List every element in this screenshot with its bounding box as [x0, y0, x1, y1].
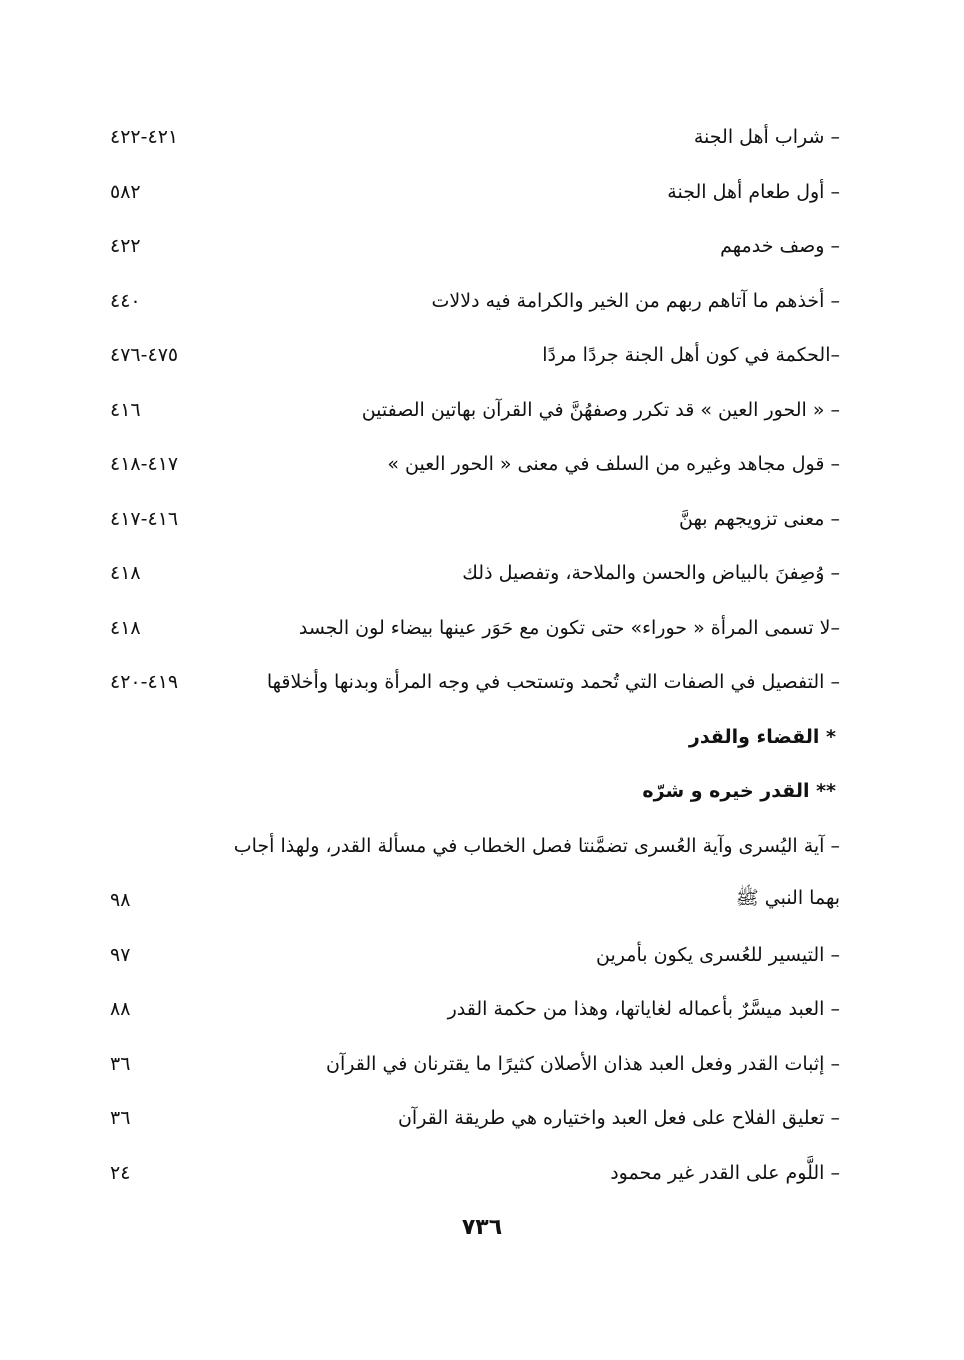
entry-pages: ٤١٧-٤١٨ [110, 453, 179, 476]
heading-text: ** القدر خيره و شرّه [642, 780, 836, 803]
index-list [110, 110, 840, 1200]
entry-pages: ٤١٦ [110, 398, 141, 421]
entry-pages: ٩٧ [110, 943, 131, 966]
index-entry [110, 328, 840, 383]
entry-pages: ٤١٦-٤١٧ [110, 507, 179, 530]
index-entry [110, 1091, 840, 1146]
index-entry [110, 655, 840, 710]
entry-pages: ٤٤٠ [110, 289, 141, 312]
index-entry [110, 165, 840, 220]
entry-text: – تعليق الفلاح على فعل العبد واختياره هي طريقة القرآن [397, 1107, 840, 1130]
entry-text: – قول مجاهد وغيره من السلف في معنى « الحور العين » [387, 453, 840, 476]
entry-text: – التيسير للعُسرى يكون بأمرين [596, 943, 840, 966]
entry-pages: ٤١٨ [110, 562, 141, 585]
index-entry [110, 274, 840, 329]
entry-text: – أول طعام أهل الجنة [667, 180, 840, 203]
entry-pages: ٣٦ [110, 1107, 131, 1130]
entry-text: – آية اليُسرى وآية العُسرى تضمَّنتا فصل الخطاب في مسألة القدر، ولهذا أجاب [233, 834, 840, 857]
index-entry [110, 383, 840, 438]
index-entry [110, 219, 840, 274]
entry-text: – « الحور العين » قد تكرر وصفهُنَّ في القرآن بهاتين الصفتين [361, 398, 840, 421]
index-entry [110, 546, 840, 601]
index-entry-continuation [110, 873, 840, 928]
entry-pages: ٩٨ [110, 889, 131, 912]
index-entry [110, 437, 840, 492]
entry-pages: ٤١٩-٤٢٠ [110, 671, 179, 694]
entry-text: – شراب أهل الجنة [693, 126, 840, 149]
index-entry [110, 110, 840, 165]
entry-text: – التفصيل في الصفات التي تُحمد وتستحب في وجه المرأة وبدنها وأخلاقها [266, 671, 840, 694]
entry-pages: ٤٢٢ [110, 235, 141, 258]
index-entry [110, 492, 840, 547]
entry-text: – أخذهم ما آتاهم ربهم من الخير والكرامة فيه دلالات [431, 289, 840, 312]
entry-text: –الحكمة في كون أهل الجنة جردًا مردًا [542, 344, 840, 367]
entry-pages: ٤٢١-٤٢٢ [110, 126, 179, 149]
entry-pages: ٥٨٢ [110, 180, 141, 203]
entry-text: بهما النبي ﷺ [735, 887, 840, 910]
heading-text: * القضاء والقدر [688, 725, 836, 748]
section-heading [110, 710, 840, 765]
index-entry [110, 601, 840, 656]
entry-pages: ٣٦ [110, 1052, 131, 1075]
index-entry [110, 1037, 840, 1092]
index-entry [110, 982, 840, 1037]
entry-pages: ٤١٨ [110, 616, 141, 639]
entry-pages: ٢٤ [110, 1161, 131, 1184]
entry-text: – إثبات القدر وفعل العبد هذان الأصلان كثيرًا ما يقترنان في القرآن [326, 1052, 840, 1075]
entry-pages: ٨٨ [110, 998, 131, 1021]
entry-pages: ٤٧٥-٤٧٦ [110, 344, 179, 367]
entry-text: –لا تسمى المرأة « حوراء» حتى تكون مع حَوَر عينها بيضاء لون الجسد [298, 616, 840, 639]
entry-text: – وصف خدمهم [720, 235, 840, 258]
entry-text: – وُصِفنَ بالبياض والحسن والملاحة، وتفصيل ذلك [462, 562, 840, 585]
index-entry [110, 1146, 840, 1201]
entry-text: – معنى تزويجهم بهنَّ [679, 507, 840, 530]
index-entry [110, 928, 840, 983]
subsection-heading [110, 764, 840, 819]
entry-text: – العبد ميسَّرٌ بأعماله لغاياتها، وهذا من حكمة القدر [447, 998, 840, 1021]
entry-text: – اللَّوم على القدر غير محمود [610, 1161, 840, 1184]
index-entry [110, 819, 840, 874]
page-number: ٧٣٦ [461, 1215, 503, 1240]
